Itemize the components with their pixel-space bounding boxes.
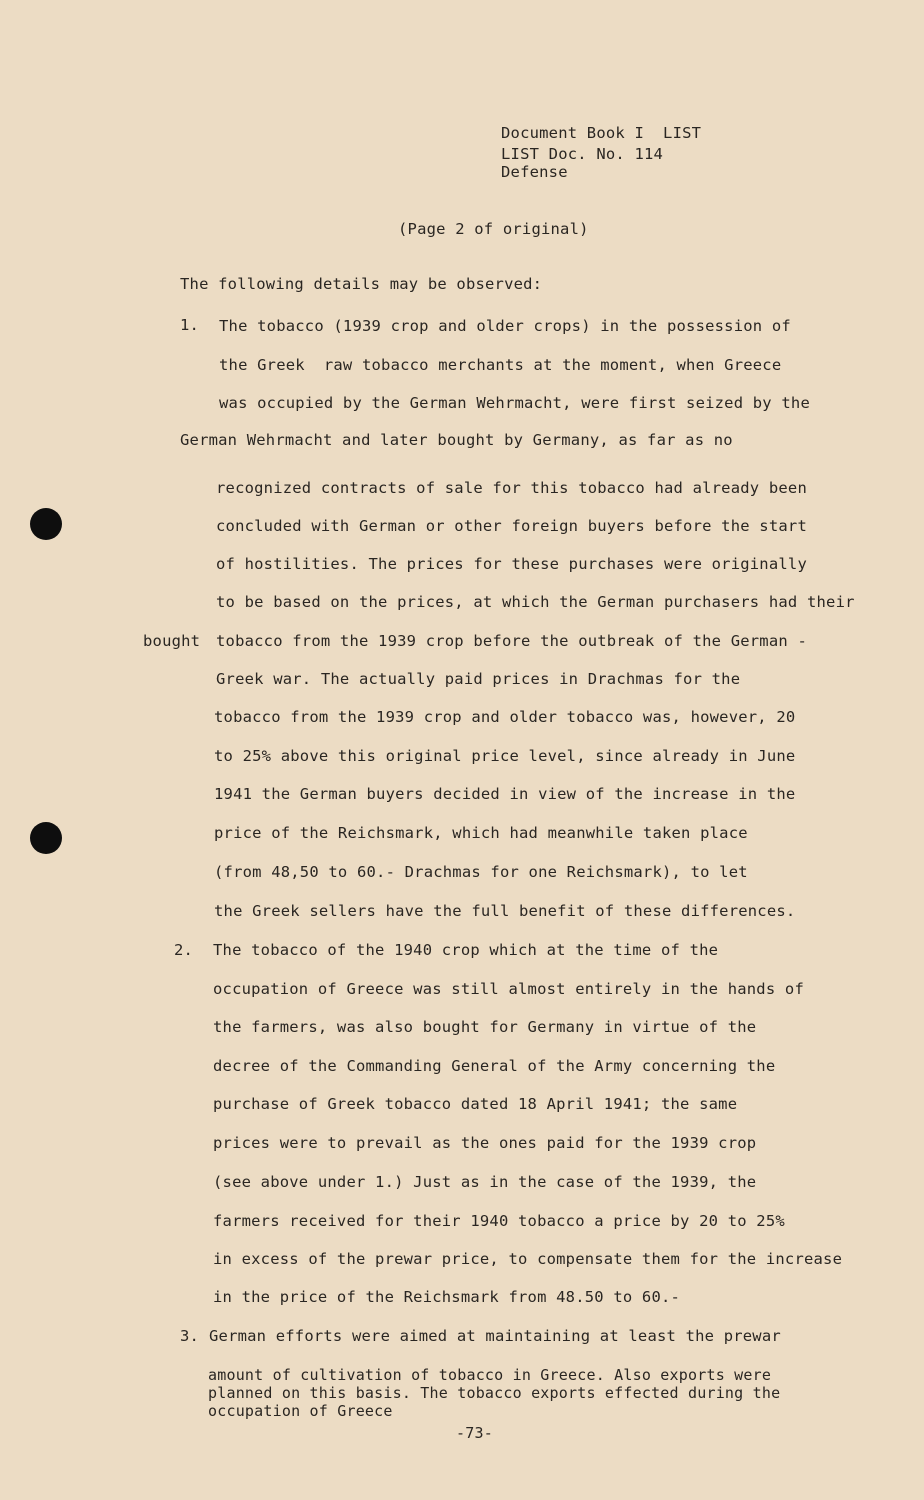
item2-line: decree of the Commanding General of the Army concerning the [213,1057,776,1075]
page-note: (Page 2 of original) [398,220,589,238]
page-number: -73- [456,1424,493,1442]
item1-line: German Wehrmacht and later bought by Germany, as far as no [180,431,733,449]
item2-line: (see above under 1.) Just as in the case of the 1939, the [213,1173,757,1191]
item1-line: The tobacco (1939 crop and older crops) in the possession of [219,317,791,335]
item1-line: (from 48,50 to 60.- Drachmas for one Reichsmark), to let [214,863,748,881]
item3-line: German efforts were aimed at maintaining at least the prewar [209,1327,781,1345]
item2-line: prices were to prevail as the ones paid for the 1939 crop [213,1134,757,1152]
item3-line: planned on this basis. The tobacco exports effected during the [208,1384,781,1402]
item1-line: to be based on the prices, at which the German purchasers had their [216,593,855,611]
item2-number: 2. [174,941,194,959]
punch-hole [30,822,62,854]
party-line: Defense [501,163,568,181]
item2-line: in excess of the prewar price, to compensate them for the increase [213,1250,843,1268]
punch-hole [30,508,62,540]
item1-line: the Greek sellers have the full benefit of these differences. [214,902,796,920]
margin-note: bought [143,632,201,650]
intro-line: The following details may be observed: [180,275,543,293]
item1-line: to 25% above this original price level, since already in June [214,747,796,765]
item1-line: tobacco from the 1939 crop and older tobacco was, however, 20 [214,708,796,726]
item1-number: 1. [180,316,200,334]
item1-line: of hostilities. The prices for these purchases were originally [216,555,807,573]
item2-line: the farmers, was also bought for Germany in virtue of the [213,1018,757,1036]
item1-line: Greek war. The actually paid prices in Drachmas for the [216,670,741,688]
item1-line: tobacco from the 1939 crop before the outbreak of the German - [216,632,807,650]
item2-line: farmers received for their 1940 tobacco a price by 20 to 25% [213,1212,785,1230]
item3-line: amount of cultivation of tobacco in Greece. Also exports were [208,1366,772,1384]
item1-line: concluded with German or other foreign buyers before the start [216,517,807,535]
item1-line: price of the Reichsmark, which had meanwhile taken place [214,824,748,842]
item2-line: occupation of Greece was still almost entirely in the hands of [213,980,804,998]
item1-line: the Greek raw tobacco merchants at the moment, when Greece [219,356,782,374]
item1-line: 1941 the German buyers decided in view of the increase in the [214,785,796,803]
item2-line: in the price of the Reichsmark from 48.50 to 60.- [213,1288,681,1306]
item1-line: recognized contracts of sale for this tobacco had already been [216,479,807,497]
item3-number: 3. [180,1327,200,1345]
doc-book-line: Document Book I LIST [501,124,702,142]
doc-number-line: LIST Doc. No. 114 [501,145,664,163]
item2-line: The tobacco of the 1940 crop which at the time of the [213,941,719,959]
item3-line: occupation of Greece [208,1402,393,1420]
item2-line: purchase of Greek tobacco dated 18 April 1941; the same [213,1095,738,1113]
item1-line: was occupied by the German Wehrmacht, were first seized by the [219,394,810,412]
